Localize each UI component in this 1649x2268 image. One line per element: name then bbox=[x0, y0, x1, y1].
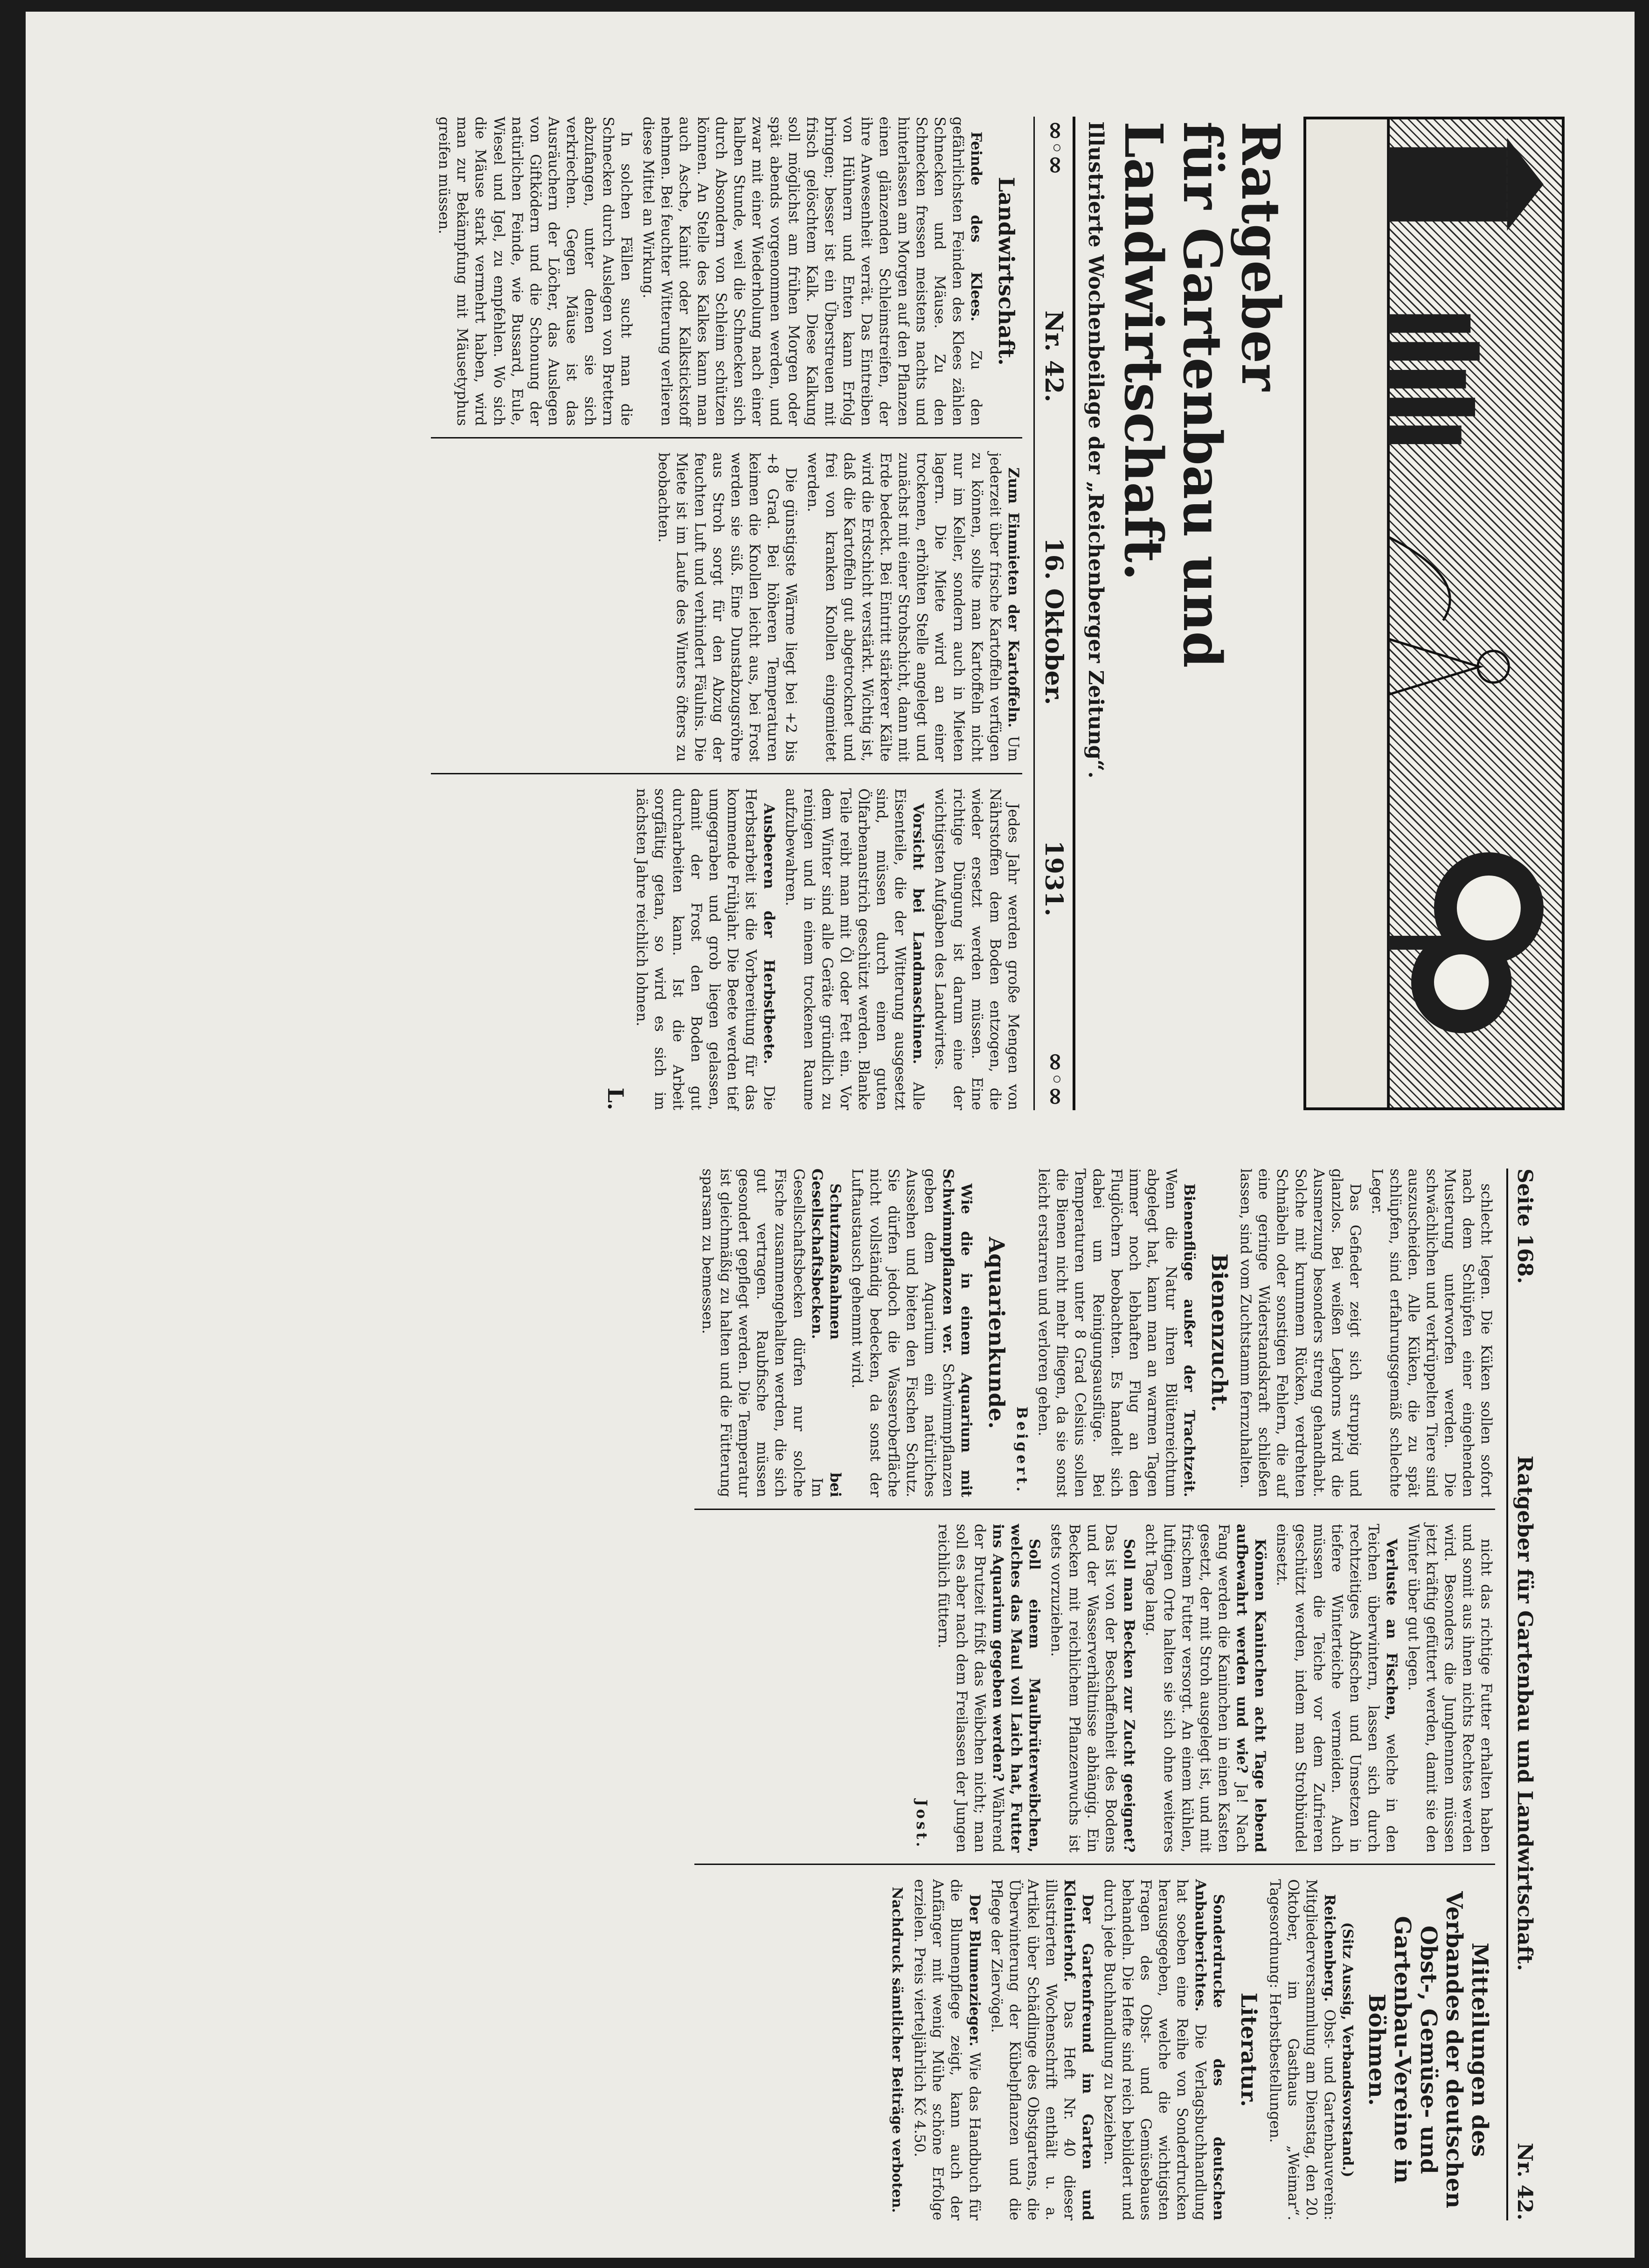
reprint-notice: Nachdruck sämtlicher Beiträge verboten. bbox=[889, 1886, 906, 2213]
issue-year: 1931. bbox=[1039, 840, 1068, 917]
section-heading-landwirtschaft: Landwirtschaft. bbox=[993, 177, 1019, 366]
front-columns bbox=[431, 117, 1022, 1110]
masthead-title-line1: Ratgeber bbox=[1230, 121, 1291, 391]
section-heading-verbandsmitteilungen: Mitteilungen des Verbandes der deutschen Obst-, Gemüse- und Gartenbau-Vereine in Böhmen. bbox=[1364, 1891, 1493, 2209]
article-text: Die Verlagsbuchhandlung hat soeben eine Reihe von Sonderdrucken herausgegeben, welche die wichtigsten Fragen des Obst- und Gemüsebaues behandeln. Die Hefte sind reich bebildert und durch jede Buchhandlung zu beziehen. bbox=[1101, 1879, 1209, 2220]
front-column-3 bbox=[431, 788, 1022, 1110]
article-paragraph bbox=[782, 788, 927, 1110]
article-paragraph bbox=[1100, 1879, 1227, 2220]
running-title: Ratgeber für Gartenbau und Landwirtschaft. bbox=[1513, 1455, 1537, 1971]
article-text: Das Heft Nr. 40 dieser illustrierten Wochenschrift enthält u. a. Artikel über Schädlinge des Obstgartens, die Überwinterung der Kübelpflanzen und die Pflege der Ziervögel. bbox=[988, 1879, 1078, 2220]
article-paragraph bbox=[1236, 1169, 1364, 1497]
issue-date: 16. Oktober. bbox=[1039, 537, 1068, 705]
article-paragraph bbox=[654, 452, 800, 762]
running-issue-number: Nr. 42. bbox=[1513, 2143, 1537, 2220]
article-keyword: Reichenberg. bbox=[1321, 1894, 1338, 2002]
article-text: In solchen Fällen sucht man die Schnecken durch Auslegen von Brettern abzufangen, unter denen sie sich verkriechen. Gegen Mäuse ist das Ausräuchern der Löcher, das Auslegen von Giftködern und die Schonung der natürlichen Feinde, wie Bussard, Eule, Wiesel und Igel, zu empfehlen. Wo sich die Mäuse stark vermehrt haben, wird man zur Bekämpfung mit Mäusetyphus greifen müssen. bbox=[436, 117, 635, 426]
article-text: welche in den Teichen überwintern, lassen sich durch rechtzeitiges Abfischen und Umsetzen in tiefere Winterteiche vermeiden. Auch müssen die Teiche vor dem Zufrieren geschützt werden, indem man Strohbündel einsetzt. bbox=[1274, 1524, 1400, 1853]
issue-number: Nr. 42. bbox=[1039, 310, 1068, 403]
article-paragraph bbox=[1047, 1524, 1138, 1853]
article-keyword: Bienenflüge außer der Trachtzeit. bbox=[1181, 1183, 1198, 1497]
masthead-subtitle: Illustrierte Wochenbeilage der „Reichenberger Zeitung“. bbox=[1083, 121, 1108, 779]
garden-vignette-illustration bbox=[1303, 117, 1565, 1110]
article-text: Die Herbstarbeit ist die Vorbereitung für das kommende Frühjahr. Die Beete werden tief umgegraben und grob liegen gelassen, damit der Frost den Boden gut durcharbeiten kann. Ist die Arbeit sorgfältig getan, so wird es sich im nächsten Jahre reichlich lohnen. bbox=[633, 788, 778, 1110]
front-column-2 bbox=[431, 452, 1022, 774]
article-keyword: Der Blumenzieger. bbox=[966, 1894, 983, 2047]
article-paragraph bbox=[934, 1524, 1043, 1853]
ornament-right: ∞◦∞ bbox=[1041, 1051, 1070, 1106]
back-column-1 bbox=[694, 1169, 1495, 1510]
article-text: Im Gesellschaftsbecken dürfen nur solche Fische zusammengehalten werden, die sich gut vertragen. Raubfische müssen gesondert gepflegt werden. Die Temperatur ist gleichmäßig zu halten und die Fütterung sparsam zu bemessen. bbox=[699, 1169, 825, 1497]
masthead-title-line2: für Gartenbau und Landwirtschaft. bbox=[1113, 121, 1233, 668]
newspaper-sheet bbox=[26, 12, 1635, 2258]
back-columns bbox=[694, 1169, 1495, 2220]
front-page bbox=[105, 117, 1565, 1110]
article-paragraph bbox=[1034, 1169, 1198, 1497]
article-text: Alle Eisenteile, die der Witterung ausgesetzt sind, müssen durch einen guten Ölfarbenanstrich geschützt werden. Blanke Teile reibt man mit Öl oder Fett ein. Vor dem Winter sind alle Geräte gründlich zu reinigen und in einem trockenen Raume aufzubewahren. bbox=[783, 788, 927, 1110]
article-keyword: Schutzmaßnahmen bei Gesellschaftsbecken. bbox=[808, 1169, 844, 1497]
article-paragraph bbox=[1142, 1524, 1269, 1853]
section-heading-aquarienkunde: Aquarienkunde. bbox=[984, 1237, 1009, 1429]
ornament-left: ∞◦∞ bbox=[1041, 120, 1070, 175]
issue-dateline bbox=[1033, 117, 1075, 1110]
author-signature: Jost. bbox=[913, 1799, 930, 1850]
article-paragraph bbox=[639, 117, 985, 426]
article-keyword: Feinde des Klees. bbox=[967, 132, 984, 322]
section-heading-literatur: Literatur. bbox=[1236, 1992, 1262, 2107]
article-text: Während der Brutzeit frißt das Weibchen nicht; man soll es aber nach dem Freilassen der Jungen reichlich füttern. bbox=[935, 1524, 1006, 1853]
section-heading-bienenzucht: Bienenzucht. bbox=[1207, 1253, 1233, 1412]
article-paragraph bbox=[1368, 1169, 1495, 1497]
end-mark: L. bbox=[603, 1087, 628, 1110]
article-text: schlecht legen. Die Küken sollen sofort nach dem Schlüpfen einer eingehenden Musterung unterworfen werden. Die schwächlichen und verkrüppelten Tiere sind auszuscheiden. Alle Küken, die zu spät schlüpfen, sind erfahrungsgemäß schlechte Leger. bbox=[1368, 1169, 1495, 1497]
article-paragraph bbox=[435, 117, 635, 426]
back-column-2 bbox=[694, 1524, 1495, 1865]
article-paragraph bbox=[848, 1169, 975, 1497]
article-paragraph bbox=[1404, 1524, 1495, 1853]
article-text: Wie das Handbuch für die Blumenpflege zeigt, kann auch der Anfänger mit wenig Mühe schöne Erfolge erzielen. Preis vierteljährlich Kč 4.50. bbox=[911, 1879, 983, 2221]
article-text: Schwimmpflanzen geben dem Aquarium ein natürliches Aussehen und bieten den Fischen Schutz. Sie dürfen jedoch die Wasseroberfläche nicht vollständig bedecken, da sonst der Luftaustausch gehemmt wird. bbox=[848, 1169, 956, 1497]
section-subnote: (Sitz Aussig, Verbandsvorstand.) bbox=[1339, 1922, 1356, 2178]
front-column-1 bbox=[431, 117, 1022, 438]
article-keyword: Können Kaninchen acht Tage lebend aufbewahrt werden und wie? bbox=[1233, 1524, 1269, 1853]
article-paragraph bbox=[931, 788, 1022, 1110]
article-keyword: Sonderdrucke des deutschen Anbauberichtes. bbox=[1192, 1879, 1227, 2220]
article-paragraph bbox=[698, 1169, 844, 1497]
article-text: Wenn die Natur ihren Blütenreichtum abgelegt hat, kann man an warmen Tagen immer noch lebhaften Flug an den Fluglöchern beobachten. Es handelt sich dabei um Reinigungsausflüge. Bei Temperaturen unter 8 Grad Celsius sollen die Bienen nicht mehr fliegen, da sie sonst leicht erstarren und verloren gehen. bbox=[1035, 1169, 1180, 1497]
author-signature: Beigert. bbox=[1013, 1406, 1030, 1495]
article-paragraph bbox=[987, 1879, 1096, 2220]
article-keyword: Der Gartenfreund im Garten und Kleintierhof. bbox=[1060, 1879, 1096, 2220]
article-text: Die günstigste Wärme liegt bei +2 bis +8 Grad. Bei höheren Temperaturen keimen die Knollen leicht aus, bei Frost werden sie süß. Eine Dunstabzugsröhre aus Stroh sorgt für den Abzug der feuchten Luft und verhindert Fäulnis. Die Miete ist im Laufe des Winters öfters zu beobachten. bbox=[655, 452, 800, 762]
article-keyword: Soll einem Maulbrüterweibchen, welches das Maul voll Laich hat, Futter ins Aquarium gegeben werden? bbox=[989, 1524, 1043, 1853]
article-text: Jedes Jahr werden große Mengen von Nährstoffen dem Boden entzogen, die wieder ersetzt werden müssen. Eine richtige Düngung ist darum eine der wichtigsten Aufgaben des Landwirtes. bbox=[932, 788, 1022, 1110]
article-keyword: Zum Einmieten der Kartoffeln. bbox=[1005, 467, 1022, 728]
article-paragraph bbox=[804, 452, 1022, 762]
article-text: nicht das richtige Futter erhalten haben und somit aus ihnen nichts Rechtes werden wird. Besonders die Junghennen müssen jetzt kräftig gefüttert werden, damit sie den Winter über gut legen. bbox=[1405, 1524, 1495, 1853]
article-text: Zu den gefährlichsten Feinden des Klees zählen Schnecken und Mäuse. Zu den Schnecken fressen meistens nachts und hinterlassen am Morgen auf den Pflanzen einen glänzenden Schleimstreifen, der ihre Anwesenheit verrät. Das Eintreiben von Hühnern und Enten kann Erfolg bringen; besser ist ein Überstreuen mit frisch gelöschtem Kalk. Diese Kalkung soll möglichst am frühen Morgen oder spät abends vorgenommen werden, und zwar mit einer Wiederholung nach einer halben Stunde, weil die Schnecken sich durch Absondern von Schleim schützen können. An Stelle des Kalkes kann man auch Asche, Kainit oder Kalkstickstoff nehmen. Bei feuchter Witterung verlieren diese Mittel an Wirkung. bbox=[639, 117, 984, 426]
page-label: Seite 168. bbox=[1513, 1169, 1537, 1284]
article-keyword: Wie die in einem Aquarium mit Schwimmpflanzen ver. bbox=[939, 1169, 975, 1497]
back-column-3 bbox=[694, 1879, 1495, 2220]
article-keyword: Verluste an Fischen, bbox=[1383, 1538, 1400, 1721]
article-text: Obst- und Gartenbauverein: Mitgliederversammlung am Dienstag, den 20. Oktober, im Gasthaus „Weimar“. Tagesordnung: Herbstbestellungen. bbox=[1267, 1879, 1338, 2220]
article-paragraph bbox=[1266, 1879, 1338, 2220]
running-head bbox=[1506, 1169, 1537, 2220]
article-paragraph bbox=[910, 1879, 983, 2220]
article-text: Das Gefieder zeigt sich struppig und glanzlos. Bei weißen Leghorns wird die Ausmerzung besonders streng gehandhabt. Solche mit krummem Rücken, verdrehten Schnäbeln oder sonstigen Fehlern, die auf eine geringe Widerstandskraft schließen lassen, sind vom Zuchtstamm fernzuhalten. bbox=[1237, 1169, 1364, 1497]
article-paragraph bbox=[1273, 1524, 1400, 1853]
back-page bbox=[96, 1169, 1537, 2220]
article-keyword: Ausbeeren der Herbstbeete. bbox=[761, 803, 778, 1064]
masthead-title bbox=[1114, 121, 1289, 1106]
article-keyword: Soll man Becken zur Zucht geeignet? bbox=[1121, 1538, 1138, 1853]
article-keyword: Vorsicht bei Landmaschinen. bbox=[910, 803, 927, 1064]
article-text: Ja! Nach Fang werden die Kaninchen in einen Kasten gesetzt, der mit Stroh ausgelegt ist, und mit frischem Futter versorgt. An einem kühlen, luftigen Orte halten sie sich ohne weiteres acht Tage lang. bbox=[1143, 1524, 1251, 1853]
article-text: Das ist von der Beschaffenheit des Bodens und der Wasserverhältnisse abhängig. Ein Becken mit reichlichem Pflanzenwuchs ist stets vorzuziehen. bbox=[1047, 1524, 1120, 1853]
article-paragraph bbox=[632, 788, 778, 1110]
article-text: Um jederzeit über frische Kartoffeln verfügen zu können, sollte man Kartoffeln nicht nur im Keller, sondern auch in Mieten lagern. Die Miete wird an einer trockenen, erhöhten Stelle angelegt und zunächst mit einer Strohschicht, dann mit Erde bedeckt. Bei Eintritt stärkerer Kälte wird die Erdschicht verstärkt. Wichtig ist, daß die Kartoffeln gut abgetrocknet und frei von kranken Knollen eingemietet werden. bbox=[804, 452, 1022, 762]
